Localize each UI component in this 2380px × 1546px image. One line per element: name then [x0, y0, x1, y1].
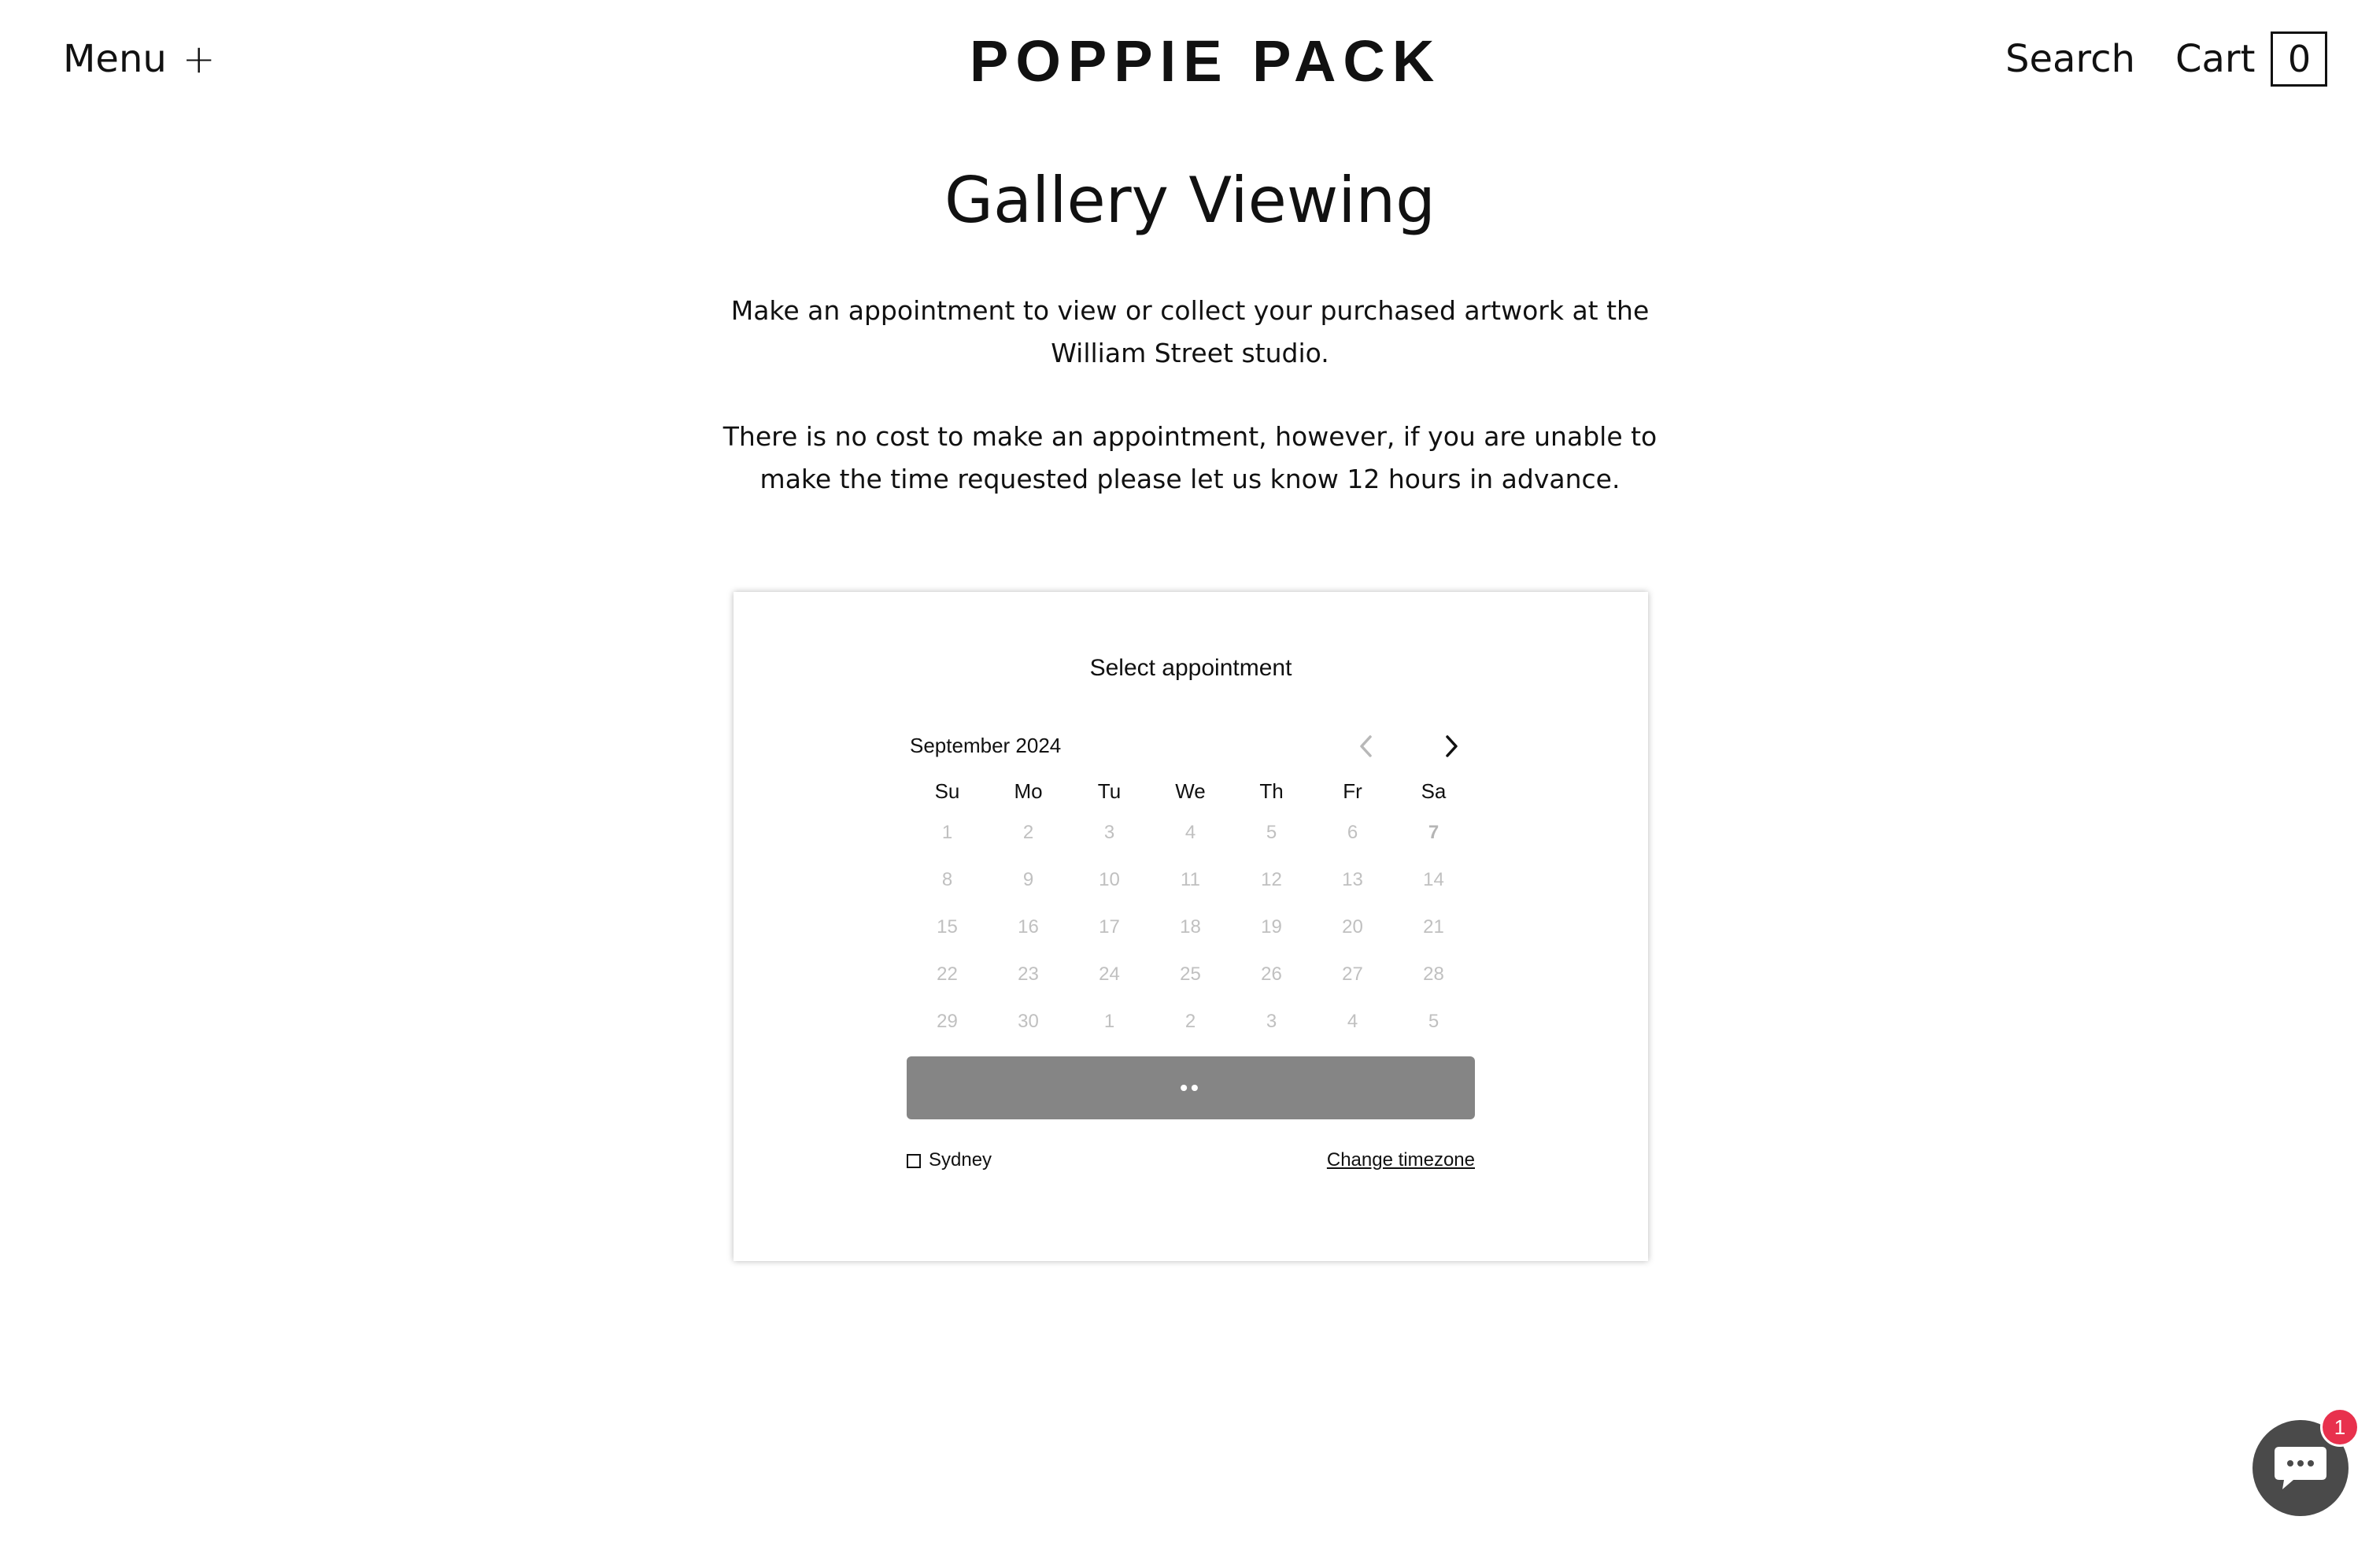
calendar-day: 15 [937, 916, 958, 938]
weekday-row [907, 773, 1475, 809]
weekday-label: Su [934, 779, 960, 803]
booking-widget [734, 592, 1648, 1261]
calendar-day: 6 [1347, 822, 1358, 843]
month-label: September 2024 [910, 734, 1062, 757]
calendar-day: 22 [937, 963, 958, 985]
calendar-day: 17 [1099, 916, 1120, 938]
calendar-day: 28 [1423, 963, 1444, 985]
calendar-day: 19 [1261, 916, 1282, 938]
calendar-header [907, 724, 1475, 767]
cart-count-badge: 0 [2271, 31, 2327, 87]
site-logo[interactable]: POPPIE PACK [970, 28, 1442, 94]
weekday-label: Mo [1014, 779, 1043, 803]
calendar-day: 8 [941, 869, 953, 890]
menu-label: Menu [63, 37, 167, 81]
weekday-label: Th [1259, 779, 1284, 803]
square-icon [907, 1154, 921, 1168]
chevron-left-icon [1349, 729, 1384, 764]
calendar-day: 23 [1018, 963, 1039, 985]
calendar [907, 724, 1475, 1045]
weekday-label: Tu [1097, 779, 1122, 803]
chevron-right-icon [1434, 729, 1469, 764]
calendar-day: 4 [1347, 1011, 1358, 1032]
timezone-name: Sydney [929, 1149, 992, 1171]
calendar-day: 30 [1018, 1011, 1039, 1032]
chat-notification-badge: 1 [2320, 1407, 2360, 1447]
prev-month-button[interactable] [1349, 729, 1384, 764]
calendar-day: 24 [1099, 963, 1120, 985]
calendar-day: 2 [1022, 822, 1034, 843]
loading-times-button[interactable]: •• [907, 1056, 1475, 1119]
timezone-row [907, 1146, 1475, 1178]
site-header [0, 0, 2380, 126]
calendar-week [907, 904, 1475, 951]
booking-title: Select appointment [1089, 655, 1292, 681]
calendar-day: 4 [1184, 822, 1196, 843]
calendar-day: 27 [1342, 963, 1363, 985]
calendar-day: 25 [1180, 963, 1201, 985]
change-timezone-link[interactable]: Change timezone [1326, 1149, 1475, 1171]
weekday-label: Fr [1343, 779, 1362, 803]
calendar-day: 20 [1342, 916, 1363, 938]
calendar-day: 12 [1261, 869, 1282, 890]
cart-label: Cart [2175, 37, 2256, 81]
cart-link[interactable] [2175, 31, 2327, 87]
calendar-week [907, 809, 1475, 856]
page-title: Gallery Viewing [944, 164, 1436, 237]
calendar-day: 1 [1103, 1011, 1115, 1032]
calendar-day: 5 [1428, 1011, 1439, 1032]
plus-icon: + [182, 36, 216, 82]
chat-icon [2273, 1444, 2328, 1492]
weekday-label: We [1175, 779, 1206, 803]
calendar-day: 9 [1022, 869, 1034, 890]
menu-button[interactable] [63, 31, 216, 87]
calendar-day: 18 [1180, 916, 1201, 938]
calendar-day: 13 [1342, 869, 1363, 890]
search-link[interactable]: Search [2005, 37, 2135, 81]
calendar-day-today: 7 [1428, 822, 1439, 843]
calendar-day: 14 [1423, 869, 1444, 890]
calendar-day: 16 [1018, 916, 1039, 938]
intro-paragraph-1: Make an appointment to view or collect your purchased artwork at the William Street studio. [730, 295, 1650, 368]
next-month-button[interactable] [1434, 729, 1469, 764]
calendar-day: 3 [1103, 822, 1115, 843]
intro-text [718, 290, 1662, 542]
intro-paragraph-2: There is no cost to make an appointment, however, if you are unable to make the time requested please let us know 12 hours in advance. [722, 421, 1658, 494]
calendar-day: 21 [1423, 916, 1444, 938]
calendar-week [907, 951, 1475, 998]
calendar-week [907, 856, 1475, 904]
weekday-label: Sa [1421, 779, 1447, 803]
calendar-day: 3 [1266, 1011, 1277, 1032]
calendar-day: 11 [1181, 869, 1200, 890]
calendar-day: 1 [941, 822, 953, 843]
calendar-day: 2 [1184, 1011, 1196, 1032]
calendar-week [907, 998, 1475, 1045]
calendar-day: 26 [1261, 963, 1282, 985]
calendar-day: 29 [937, 1011, 958, 1032]
calendar-day: 10 [1099, 869, 1120, 890]
calendar-day: 5 [1266, 822, 1277, 843]
